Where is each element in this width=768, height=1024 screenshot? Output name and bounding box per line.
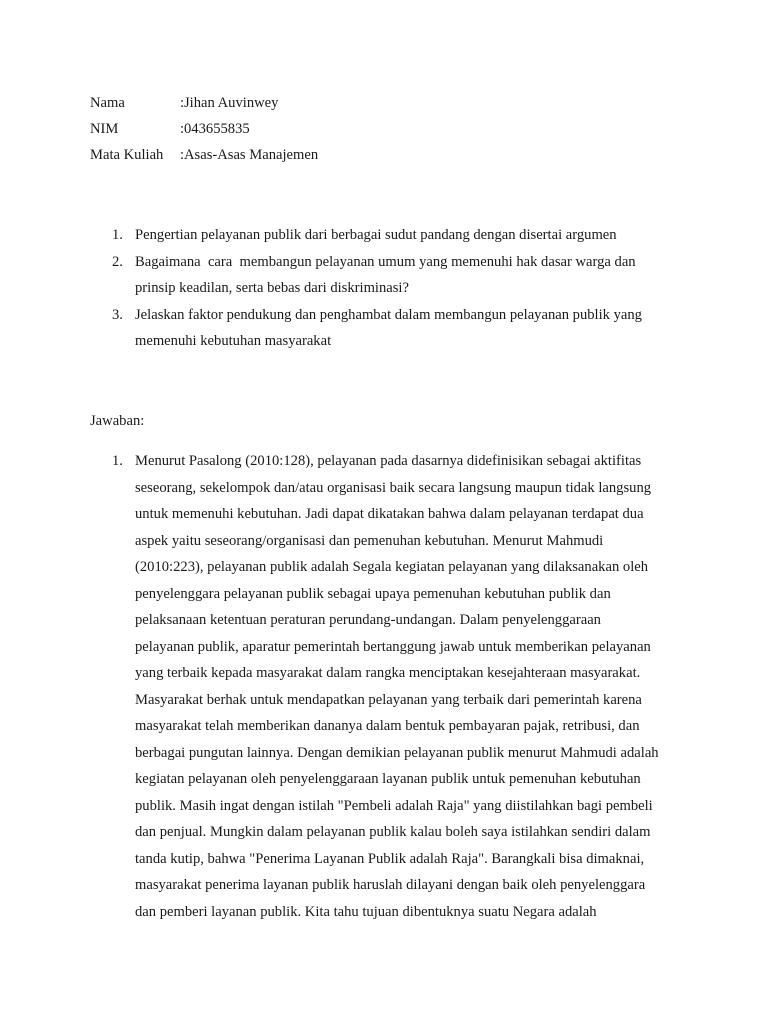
info-label: Mata Kuliah	[90, 147, 164, 163]
question-item	[90, 302, 690, 355]
info-value: Asas-Asas Manajemen	[184, 147, 319, 163]
info-label: Nama	[90, 95, 125, 111]
info-row-nim	[90, 116, 318, 142]
info-row-mata-kuliah	[90, 142, 318, 168]
answer-line: Menurut Pasalong (2010:128), pelayanan pada dasarnya didefinisikan sebagai aktifitas	[135, 453, 642, 469]
answer-line: masyarakat penerima layanan publik haruslah dilayani dengan baik oleh penyelenggara	[135, 877, 646, 893]
answer-line: publik. Masih ingat dengan istilah "Pembeli adalah Raja" yang diistilahkan bagi pembeli	[135, 797, 653, 814]
answer-list	[90, 448, 690, 925]
answer-line: tanda kutip, bahwa "Penerima Layanan Publik adalah Raja". Barangkali bisa dimaknai,	[135, 850, 645, 867]
answer-line: dan penjual. Mungkin dalam pelayanan publik kalau boleh saya istilahkan sendiri dalam	[135, 824, 651, 840]
student-info	[90, 90, 318, 168]
answer-line: seseorang, sekelompok dan/atau organisasi baik secara langsung maupun tidak langsung	[135, 479, 652, 496]
answer-line: yang terbaik kepada masyarakat dalam rangka menciptakan kesejahteraan masyarakat.	[135, 665, 641, 681]
question-line: Jelaskan faktor pendukung dan penghambat dalam membangun pelayanan publik yang	[135, 306, 642, 323]
question-line: memenuhi kebutuhan masyarakat	[135, 333, 332, 349]
question-item	[90, 249, 690, 302]
answer-item	[90, 448, 690, 925]
answer-line: masyarakat telah memberikan dananya dalam bentuk pembayaran pajak, retribusi, dan	[135, 718, 640, 734]
answer-line: berbagai pungutan lainnya. Dengan demikian pelayanan publik menurut Mahmudi adalah	[135, 744, 659, 761]
answer-line: Masyarakat berhak untuk mendapatkan pelayanan yang terbaik dari pemerintah karena	[135, 691, 642, 708]
answer-line: pelaksanaan ketentuan peraturan perundang-undangan. Dalam penyelenggaraan	[135, 612, 601, 628]
question-number: 2.	[112, 253, 123, 270]
question-line: Bagaimana cara membangun pelayanan umum yang memenuhi hak dasar warga dan	[135, 253, 636, 270]
question-number: 1.	[112, 227, 123, 243]
question-number: 3.	[112, 306, 123, 323]
question-line: prinsip keadilan, serta bebas dari diskriminasi?	[135, 280, 409, 296]
answer-line: aspek yaitu seseorang/organisasi dan pemenuhan kebutuhan. Menurut Mahmudi	[135, 532, 604, 549]
answer-line: kegiatan pelayanan oleh penyelenggaraan layanan publik untuk pemenuhan kebutuhan	[135, 771, 641, 787]
answer-line: (2010:223), pelayanan publik adalah Segala kegiatan pelayanan yang dilaksanakan oleh	[135, 559, 649, 575]
question-list	[90, 222, 690, 355]
info-row-nama	[90, 90, 318, 116]
answer-number: 1.	[112, 453, 123, 469]
info-value: 043655835	[184, 121, 250, 137]
info-label: NIM	[90, 121, 119, 137]
question-item	[90, 222, 690, 249]
info-value: Jihan Auvinwey	[184, 95, 279, 111]
answer-paragraph	[135, 448, 659, 925]
info-separator: :	[180, 147, 185, 163]
answer-line: dan pemberi layanan publik. Kita tahu tujuan dibentuknya suatu Negara adalah	[135, 903, 597, 920]
answer-line: pelayanan publik, aparatur pemerintah bertanggung jawab untuk memberikan pelayanan	[135, 638, 651, 655]
answer-line: untuk memenuhi kebutuhan. Jadi dapat dikatakan bahwa dalam pelayanan terdapat dua	[135, 506, 644, 522]
question-line: Pengertian pelayanan publik dari berbagai sudut pandang dengan disertai argumen	[135, 227, 617, 243]
answer-line: penyelenggara pelayanan publik sebagai upaya pemenuhan kebutuhan publik dan	[135, 585, 611, 602]
info-separator: :	[180, 95, 185, 111]
answer-heading: Jawaban:	[90, 413, 145, 429]
info-separator: :	[180, 121, 185, 137]
